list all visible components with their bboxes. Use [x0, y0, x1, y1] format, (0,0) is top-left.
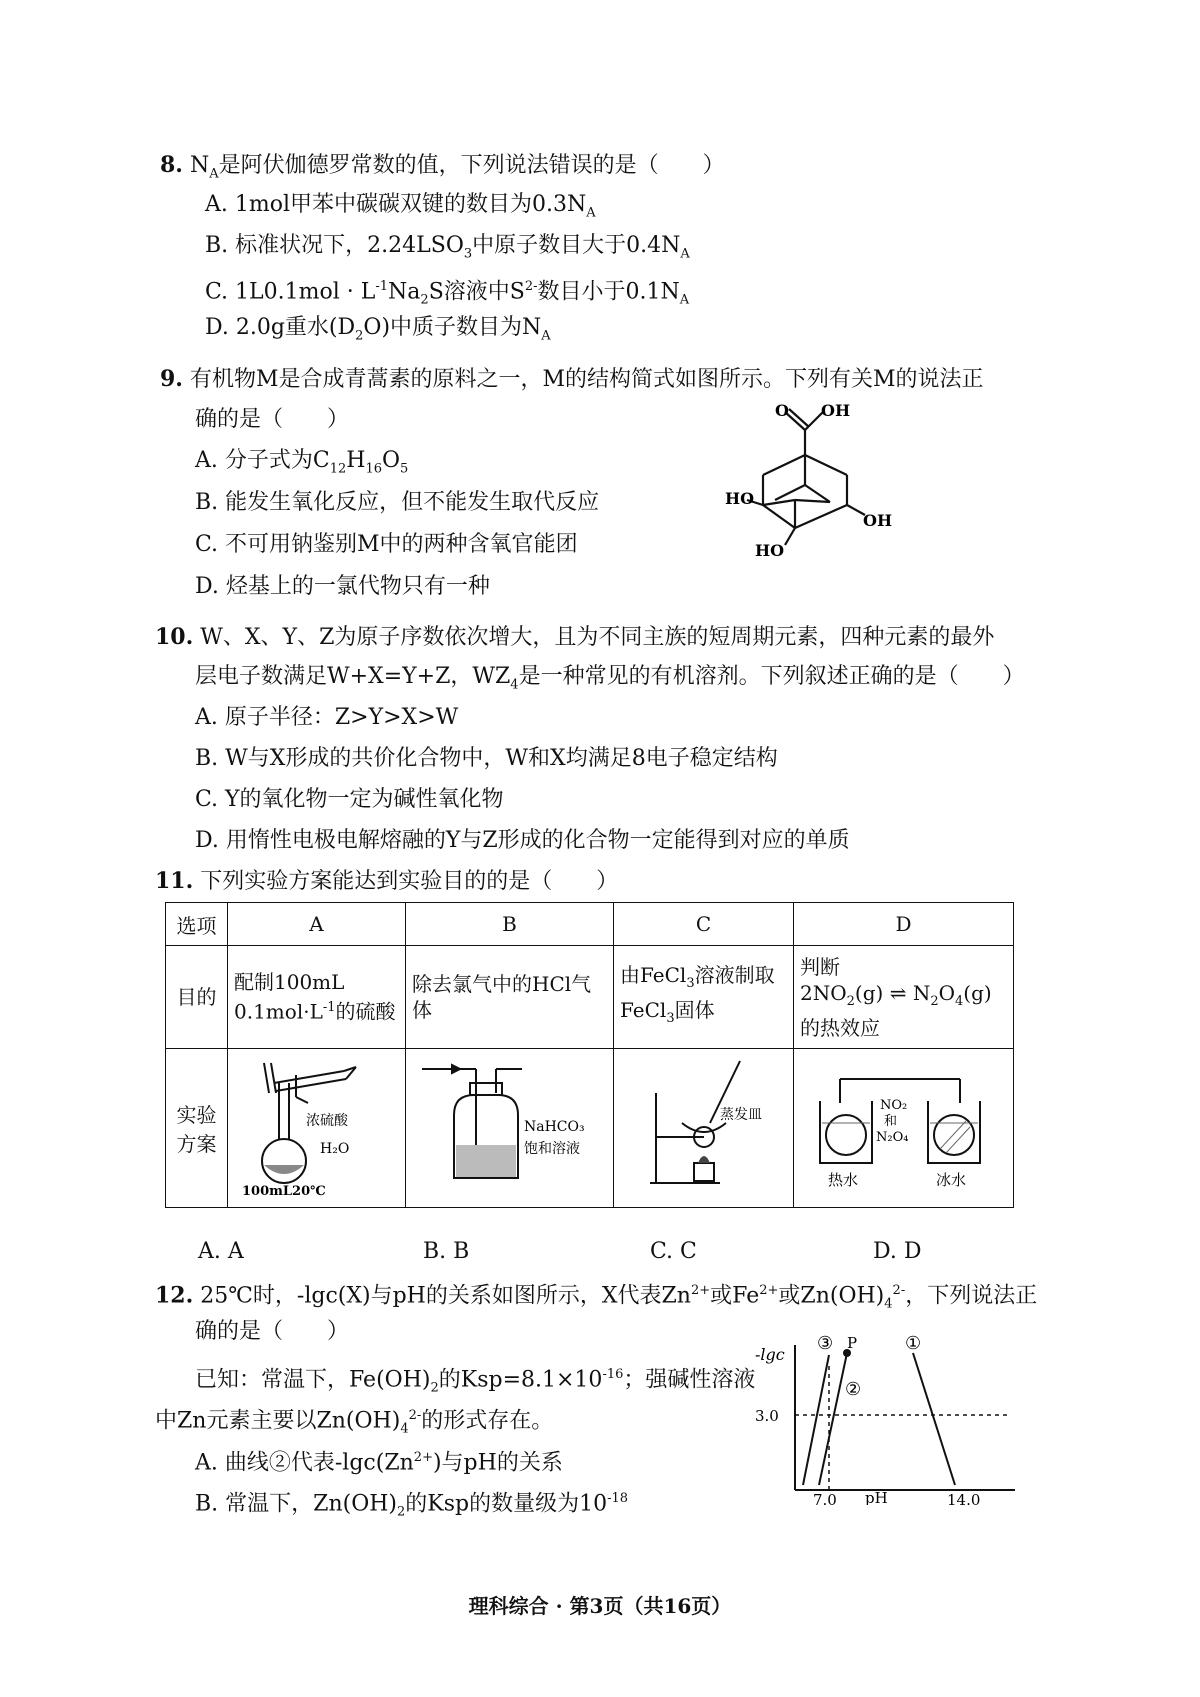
q8-option-a: A. 1mol甲苯中碳碳双键的数目为$0.3N_A$: [205, 192, 596, 221]
graph-xtick-7: 7.0: [813, 1491, 837, 1505]
q10-stem-line1: 10. W、X、Y、Z为原子序数依次增大，且为不同主族的短周期元素，四种元素的最外: [155, 624, 995, 650]
q8-option-c: C. $1L0.1mol \cdot L^{-1}Na_2S$溶液中$S^{2-}$数目小于$0.1N_A$: [205, 279, 690, 308]
q11-option-b: B. B: [423, 1239, 470, 1264]
q10-stem-line2: 层电子数满足W+X=Y+Z，$WZ_4$是一种常见的有机溶剂。下列叙述正确的是（ ）: [195, 664, 1025, 693]
label-ho-left: HO: [725, 489, 755, 508]
scheme-b-figure: [406, 1049, 614, 1208]
q10-option-a: A. 原子半径：Z>Y>X>W: [195, 705, 459, 730]
q12-stem-line2: 确的是（ ）: [195, 1319, 350, 1344]
curve-1-line: [913, 1353, 955, 1485]
q12-option-b: B. 常温下，$Zn(OH)_2$的Ksp的数量级为$10^{-18}$: [195, 1491, 629, 1520]
scheme-a-figure: [228, 1049, 406, 1208]
svg-text:NO₂: NO₂: [880, 1098, 908, 1113]
scheme-d-figure: [794, 1049, 1014, 1208]
label-cooh-oh: OH: [821, 401, 851, 420]
curve-3-label: ③: [817, 1335, 834, 1354]
svg-text:H₂O: H₂O: [320, 1141, 350, 1157]
row-label-purpose: 目的: [166, 946, 228, 1049]
label-oh-right: OH: [863, 511, 893, 530]
header-c: C: [614, 903, 794, 946]
volumetric-flask-figure: [234, 1053, 404, 1198]
header-b: B: [406, 903, 614, 946]
q8-stem: 8. $N_A$是阿伏伽德罗常数的值，下列说法错误的是（ ）: [160, 152, 725, 182]
purpose-d: 判断 $2NO_2(g)$ ⇌ $N_2O_4(g)$ 的热效应: [794, 946, 1014, 1049]
svg-text:饱和溶液: 饱和溶液: [524, 1141, 580, 1157]
q11-stem: 11. 下列实验方案能达到实验目的的是（ ）: [155, 868, 619, 894]
curve-1-label: ①: [905, 1335, 922, 1354]
evaporating-dish-figure: [620, 1053, 790, 1198]
q11-option-a: A. A: [198, 1239, 244, 1264]
q9-option-b: B. 能发生氧化反应，但不能发生取代反应: [195, 490, 600, 515]
q9-stem-line1: 9. 有机物M是合成青蒿素的原料之一，M的结构简式如图所示。下列有关M的说法正: [160, 366, 984, 392]
label-ho-bottom: HO: [755, 541, 785, 560]
q12-known-line1: 已知：常温下，$Fe(OH)_2$的$Ksp=8.1\times 10^{-16}$；强碱性溶液: [195, 1367, 756, 1396]
table-header-row: [166, 903, 1014, 946]
purpose-a: 配制100mL $0.1mol\cdot L^{-1}$的硫酸: [228, 946, 406, 1049]
header-a: A: [228, 903, 406, 946]
q9-option-a: A. 分子式为$C_{12}H_{16}O_5$: [195, 448, 409, 477]
page-footer: 理科综合 · 第3页（共16页）: [468, 1594, 732, 1618]
svg-text:浓硫酸: 浓硫酸: [306, 1113, 348, 1129]
svg-text:N₂O₄: N₂O₄: [876, 1130, 909, 1145]
purpose-b: 除去氯气中的HCl气体: [406, 946, 614, 1049]
label-cooh-o: O: [775, 401, 789, 420]
header-option: 选项: [166, 903, 228, 946]
point-p-label: P: [847, 1335, 858, 1352]
q12-known-line2: 中Zn元素主要以$Zn(OH)_4^{2-}$的形式存在。: [155, 1408, 554, 1437]
graph-ytick: 3.0: [755, 1407, 779, 1425]
row-label-scheme: 实验 方案: [166, 1049, 228, 1208]
q9-option-d: D. 烃基上的一氯代物只有一种: [195, 574, 490, 599]
q8-option-d: D. 2.0g重水$(D_2O)$中质子数目为$N_A$: [205, 315, 551, 344]
table-row-scheme: [166, 1049, 1014, 1208]
q8-option-b: B. 标准状况下，$2.24LSO_3$中原子数目大于$0.4N_A$: [205, 233, 690, 262]
svg-text:热水: 热水: [828, 1171, 859, 1189]
curve-2-line: [819, 1353, 847, 1485]
svg-text:NaHCO₃: NaHCO₃: [524, 1119, 585, 1135]
purpose-c: 由FeCl$_3$溶液制取FeCl$_3$固体: [614, 946, 794, 1049]
adamantane-structure-figure: [725, 400, 945, 565]
table-row-purpose: [166, 946, 1014, 1049]
experiment-table: [165, 902, 1014, 1208]
graph-ylabel: -lgc: [755, 1345, 785, 1364]
no2-n2o4-figure: [800, 1053, 1010, 1198]
q10-option-b: B. W与X形成的共价化合物中，W和X均满足8电子稳定结构: [195, 746, 778, 771]
q9-stem-line2: 确的是（ ）: [195, 407, 350, 432]
scheme-c-figure: [614, 1049, 794, 1208]
gas-washing-bottle-figure: [412, 1053, 612, 1198]
q12-option-a: A. 曲线②代表$-\lg c(Zn^{2+})$与pH的关系: [195, 1450, 563, 1476]
q11-option-c: C. C: [650, 1239, 697, 1264]
graph-xlabel-visible: pH: [865, 1489, 888, 1505]
equilibrium-arrow-icon: ⇌: [889, 980, 907, 1005]
q11-option-d: D. D: [873, 1239, 922, 1264]
ph-lgc-graph: [755, 1335, 1025, 1505]
q12-stem-line1: 12. 25℃时，-lgc(X)与pH的关系如图所示，X代表$Zn^{2+}$或$Fe^{2+}$或$Zn(OH)_4^{2-}$，下列说法正: [155, 1282, 1038, 1312]
q9-option-c: C. 不可用钠鉴别M中的两种含氧官能团: [195, 532, 578, 557]
svg-text:和: 和: [884, 1114, 898, 1129]
q10-option-d: D. 用惰性电极电解熔融的Y与Z形成的化合物一定能得到对应的单质: [195, 828, 850, 853]
header-d: D: [794, 903, 1014, 946]
curve-2-label: ②: [845, 1379, 862, 1400]
graph-xtick-14: 14.0: [947, 1491, 981, 1505]
curve-3-line: [803, 1355, 829, 1485]
svg-text:蒸发皿: 蒸发皿: [720, 1107, 762, 1123]
q10-option-c: C. Y的氧化物一定为碱性氧化物: [195, 787, 504, 812]
svg-text:100mL20℃: 100mL20℃: [242, 1184, 326, 1198]
svg-text:冰水: 冰水: [936, 1171, 967, 1189]
